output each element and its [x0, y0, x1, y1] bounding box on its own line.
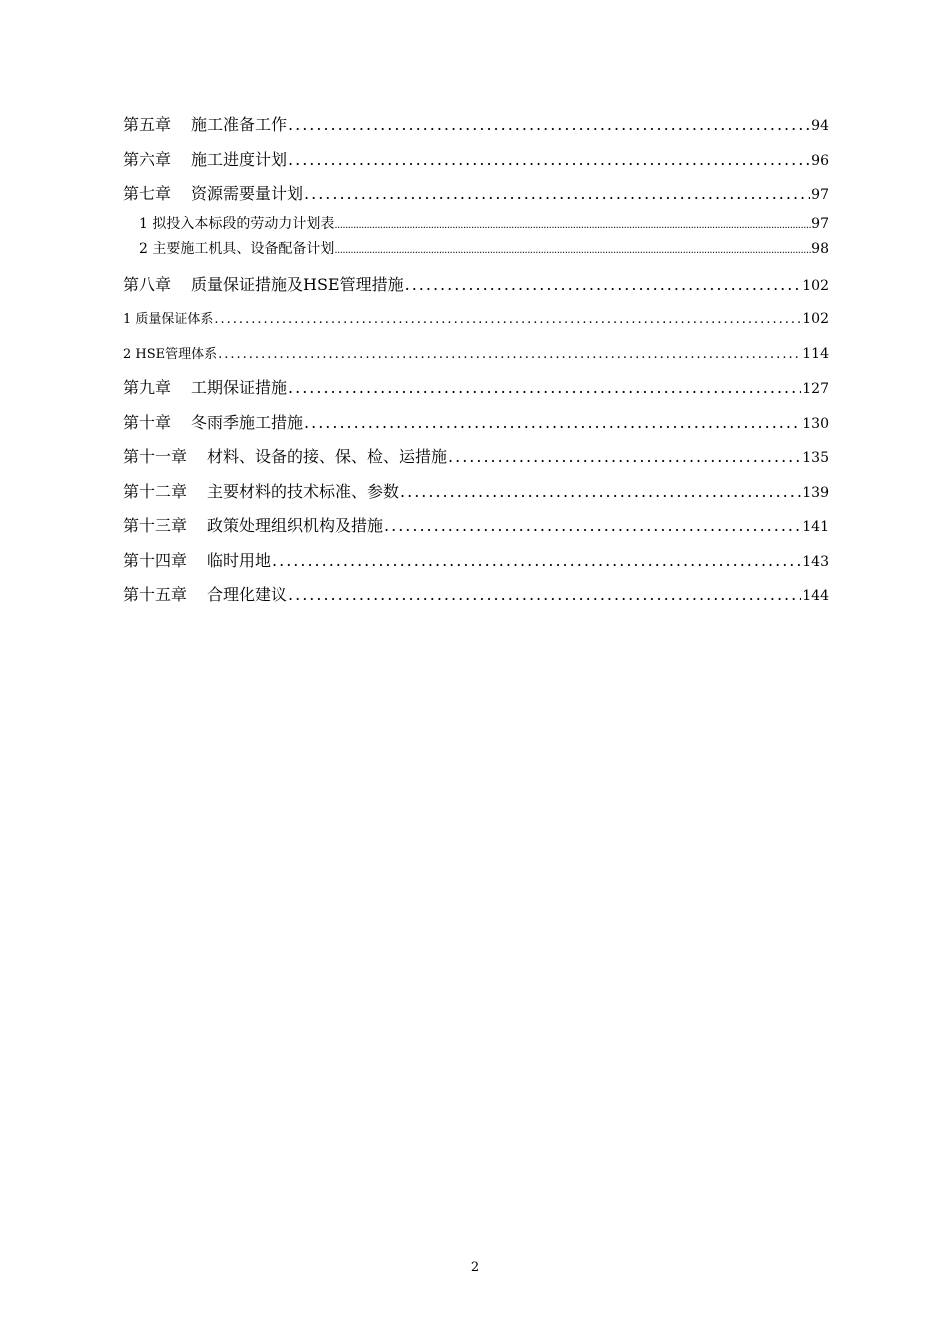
page-number: 96 [811, 152, 829, 169]
chapter-number: 第七章 [123, 184, 172, 203]
chapter-number: 第九章 [123, 378, 172, 397]
dot-leader [334, 213, 811, 237]
chapter-title: 施工准备工作 [191, 115, 288, 134]
dot-leader [304, 177, 810, 212]
dot-leader [272, 544, 801, 579]
chapter-number: 第十二章 [123, 481, 188, 501]
toc-entry-chapter-8[interactable] [123, 268, 829, 303]
page-number: 98 [811, 240, 829, 257]
page-number: 102 [802, 277, 829, 294]
dot-leader [288, 371, 801, 406]
page-number: 94 [811, 118, 829, 134]
page-number: 144 [802, 588, 829, 604]
toc-entry-chapter-15[interactable] [123, 578, 829, 613]
section-title: 1 拟投入本标段的劳动力计划表 [139, 215, 335, 232]
toc-entry-section-8-1[interactable] [123, 302, 829, 337]
page-number: 97 [811, 215, 829, 232]
chapter-number: 第十五章 [123, 585, 188, 604]
dot-leader [405, 268, 802, 303]
dot-leader [400, 475, 801, 510]
dot-leader [334, 238, 811, 262]
toc-entry-chapter-11[interactable] [123, 440, 829, 475]
chapter-number: 第八章 [123, 274, 172, 294]
toc-entry-chapter-9[interactable] [123, 371, 829, 406]
page-number: 97 [811, 187, 829, 203]
chapter-title: 资源需要量计划 [191, 184, 304, 203]
chapter-title: 施工进度计划 [191, 149, 288, 169]
chapter-title: 合理化建议 [207, 585, 288, 604]
toc-entry-section-7-2[interactable] [123, 237, 829, 262]
toc-entry-chapter-7[interactable] [123, 177, 829, 212]
chapter-title: 政策处理组织机构及措施 [207, 516, 384, 535]
chapter-title: 冬雨季施工措施 [191, 412, 304, 432]
chapter-number: 第十一章 [123, 447, 188, 466]
dot-leader [448, 440, 801, 475]
toc-entry-chapter-13[interactable] [123, 509, 829, 544]
page-number: 139 [802, 484, 829, 501]
page-number: 114 [802, 345, 829, 362]
toc-entry-chapter-10[interactable] [123, 406, 829, 441]
dot-leader [288, 108, 810, 143]
page-number: 135 [802, 450, 829, 466]
dot-leader [288, 143, 810, 178]
section-title: 2 HSE管理体系 [123, 346, 218, 362]
toc-entry-chapter-14[interactable] [123, 544, 829, 579]
table-of-contents [123, 108, 829, 613]
chapter-title: 临时用地 [207, 550, 272, 570]
page-number: 143 [802, 553, 829, 570]
page-number: 141 [802, 519, 829, 535]
chapter-number: 第六章 [123, 149, 172, 169]
chapter-number: 第五章 [123, 115, 172, 134]
toc-entry-chapter-5[interactable] [123, 108, 829, 143]
toc-entry-section-8-2[interactable] [123, 337, 829, 372]
dot-leader [304, 406, 801, 441]
chapter-title: 工期保证措施 [191, 378, 288, 397]
dot-leader [384, 509, 801, 544]
page-number: 130 [802, 415, 829, 432]
chapter-title: 主要材料的技术标准、参数 [207, 481, 400, 501]
chapter-number: 第十四章 [123, 550, 188, 570]
section-title: 2 主要施工机具、设备配备计划 [139, 240, 335, 257]
toc-entry-chapter-12[interactable] [123, 475, 829, 510]
dot-leader [218, 338, 801, 372]
page-number: 102 [802, 311, 829, 327]
toc-entry-chapter-6[interactable] [123, 143, 829, 178]
chapter-title: 质量保证措施及HSE管理措施 [191, 274, 404, 294]
chapter-number: 第十章 [123, 412, 172, 432]
chapter-title: 材料、设备的接、保、检、运措施 [207, 447, 448, 466]
dot-leader [214, 303, 801, 337]
page-footer-number: 2 [470, 1260, 480, 1275]
section-title: 1 质量保证体系 [123, 312, 214, 327]
toc-entry-section-7-1[interactable] [123, 212, 829, 237]
page-number: 127 [802, 381, 829, 397]
chapter-number: 第十三章 [123, 516, 188, 535]
dot-leader [288, 578, 801, 613]
